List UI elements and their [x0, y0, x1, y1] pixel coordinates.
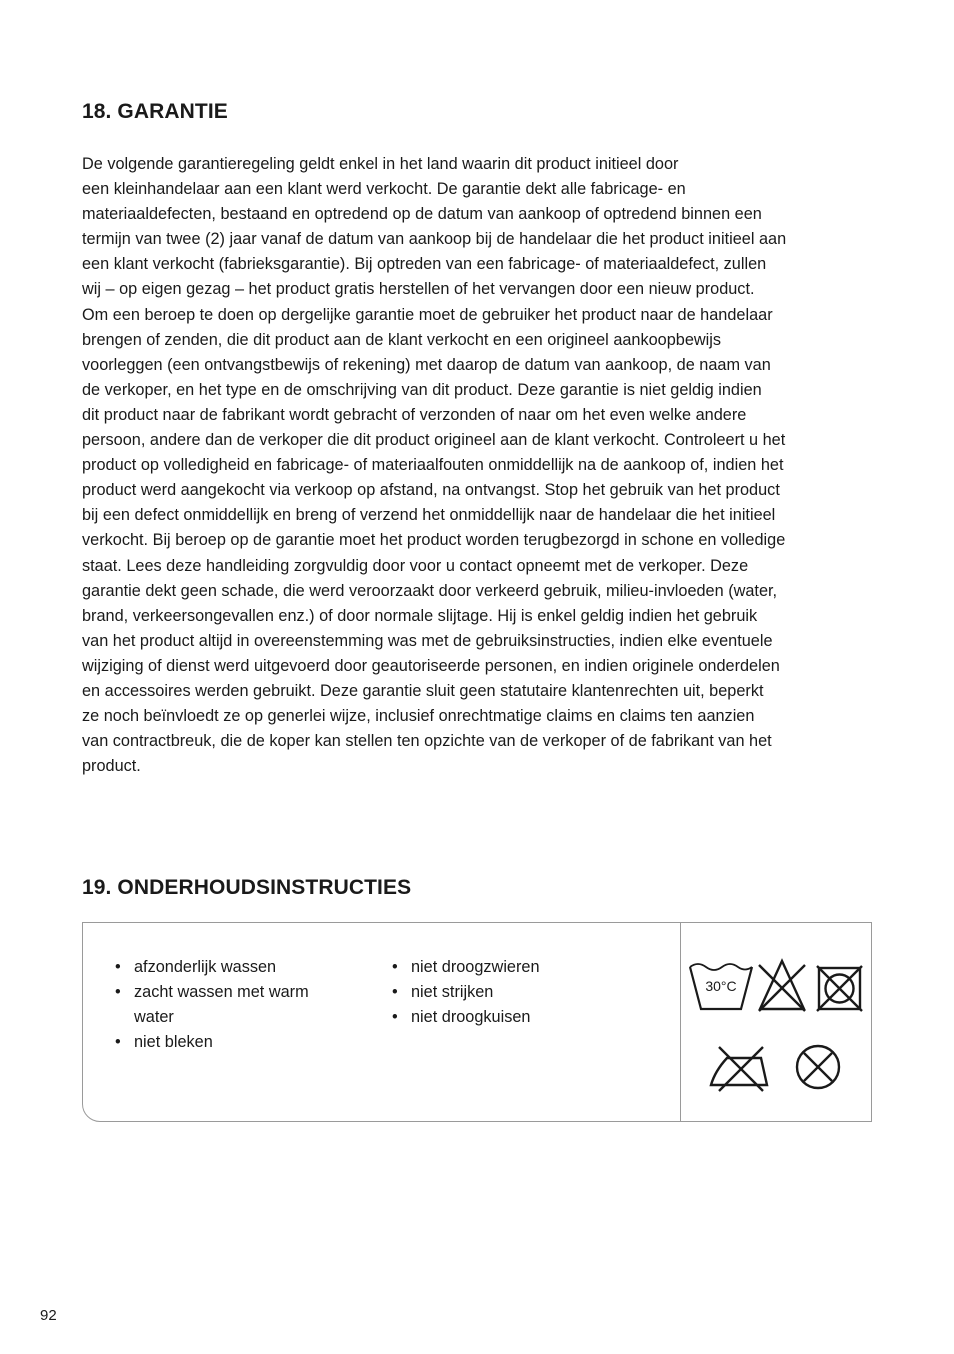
no-ironing-icon	[711, 1047, 767, 1091]
no-dry-clean-icon	[797, 1046, 839, 1088]
warranty-line: brengen of zenden, die dit product aan de klant verkocht en een origineel aankoopbewijs	[82, 330, 722, 349]
section-19-heading: 19. ONDERHOUDSINSTRUCTIES	[82, 876, 412, 899]
care-item: • zacht wassen met warm water	[115, 980, 345, 1030]
warranty-line: Om een beroep te doen op dergelijke garantie moet de gebruiker het product naar de handelaar	[82, 305, 773, 324]
care-item: • niet bleken	[115, 1030, 345, 1055]
warranty-line: verkocht. Bij beroep op de garantie moet het product worden terugbezorgd in schone en volledige	[82, 531, 786, 550]
care-list-left	[115, 955, 345, 1055]
warranty-line: wijziging of dienst werd uitgevoerd door geautoriseerde personen, en indien originele onderdelen	[82, 656, 780, 675]
warranty-line: staat. Lees deze handleiding zorgvuldig door voor u contact opneemt met de verkoper. Deze	[82, 556, 749, 575]
care-symbols-svg	[681, 923, 871, 1121]
care-symbols	[681, 923, 871, 1121]
section-18-heading: 18. GARANTIE	[82, 100, 228, 123]
warranty-line: product op volledigheid en fabricage- of materiaalfouten onmiddellijk na de aankoop of, indien het	[82, 456, 784, 475]
warranty-line: product.	[82, 757, 141, 776]
warranty-line: garantie dekt geen schade, die werd veroorzaakt door verkeerd gebruik, milieu-invloeden (water,	[82, 581, 778, 600]
no-bleach-icon	[759, 961, 805, 1011]
warranty-line: De volgende garantieregeling geldt enkel in het land waarin dit product initieel door	[82, 155, 679, 173]
wash-30-icon	[690, 964, 752, 1009]
care-item: • niet strijken	[392, 980, 622, 1005]
warranty-line: en accessoires werden gebruikt. Deze garantie sluit geen statutaire klantenrechten uit, beperkt	[82, 681, 764, 700]
care-item: • niet droogkuisen	[392, 1005, 622, 1030]
warranty-line: de verkoper, en het type en de omschrijving van dit product. Deze garantie is niet geldig indien	[82, 380, 762, 399]
warranty-line: van contractbreuk, die de koper kan stellen ten opzichte van de verkoper of de fabrikant van het	[82, 732, 772, 751]
warranty-line: dit product naar de fabrikant wordt gebracht of verzonden of naar om het even welke andere	[82, 405, 747, 424]
warranty-line: een kleinhandelaar aan een klant werd verkocht. De garantie dekt alle fabricage- en	[82, 180, 686, 199]
warranty-line: voorleggen (een ontvangstbewijs of rekening) met daarop de datum van aankoop, de naam van	[82, 355, 771, 374]
warranty-line: persoon, andere dan de verkoper die dit product origineel aan de klant verkocht. Controleert u het	[82, 431, 786, 450]
warranty-line: termijn van twee (2) jaar vanaf de datum van aankoop bij de handelaar die het product initieel aan	[82, 230, 787, 249]
warranty-line: van het product altijd in overeenstemming was met de gebruiksinstructies, indien elke eventuele	[82, 631, 773, 650]
warranty-line: product werd aangekocht via verkoop op afstand, na ontvangst. Stop het gebruik van het product	[82, 481, 780, 500]
care-instructions-box	[82, 922, 872, 1122]
warranty-line: een klant verkocht (fabrieksgarantie). Bij optreden van een fabricage- of materiaaldefect, zullen	[82, 255, 767, 274]
page-number: 92	[40, 1307, 57, 1324]
warranty-line: materiaaldefecten, bestaand en optredend op de datum van aankoop of optredend binnen een	[82, 205, 762, 224]
warranty-text	[82, 152, 882, 779]
warranty-line: wij – op eigen gezag – het product gratis herstellen of het vervangen door een nieuw product.	[82, 280, 755, 299]
warranty-line: brand, verkeersongevallen enz.) of door normale slijtage. Hij is enkel geldig indien het gebruik	[82, 606, 758, 625]
no-tumble-dry-icon	[817, 966, 862, 1011]
care-item: • afzonderlijk wassen	[115, 955, 345, 980]
care-list-right	[392, 955, 622, 1030]
wash-temperature: 30°C	[705, 978, 737, 994]
warranty-line: bij een defect onmiddellijk en breng of verzend het onmiddellijk naar de handelaar die het initieel	[82, 506, 776, 525]
warranty-line: ze noch beïnvloedt ze op generlei wijze, inclusief onrechtmatige claims en claims ten aanzien	[82, 707, 755, 726]
care-item: • niet droogzwieren	[392, 955, 622, 980]
